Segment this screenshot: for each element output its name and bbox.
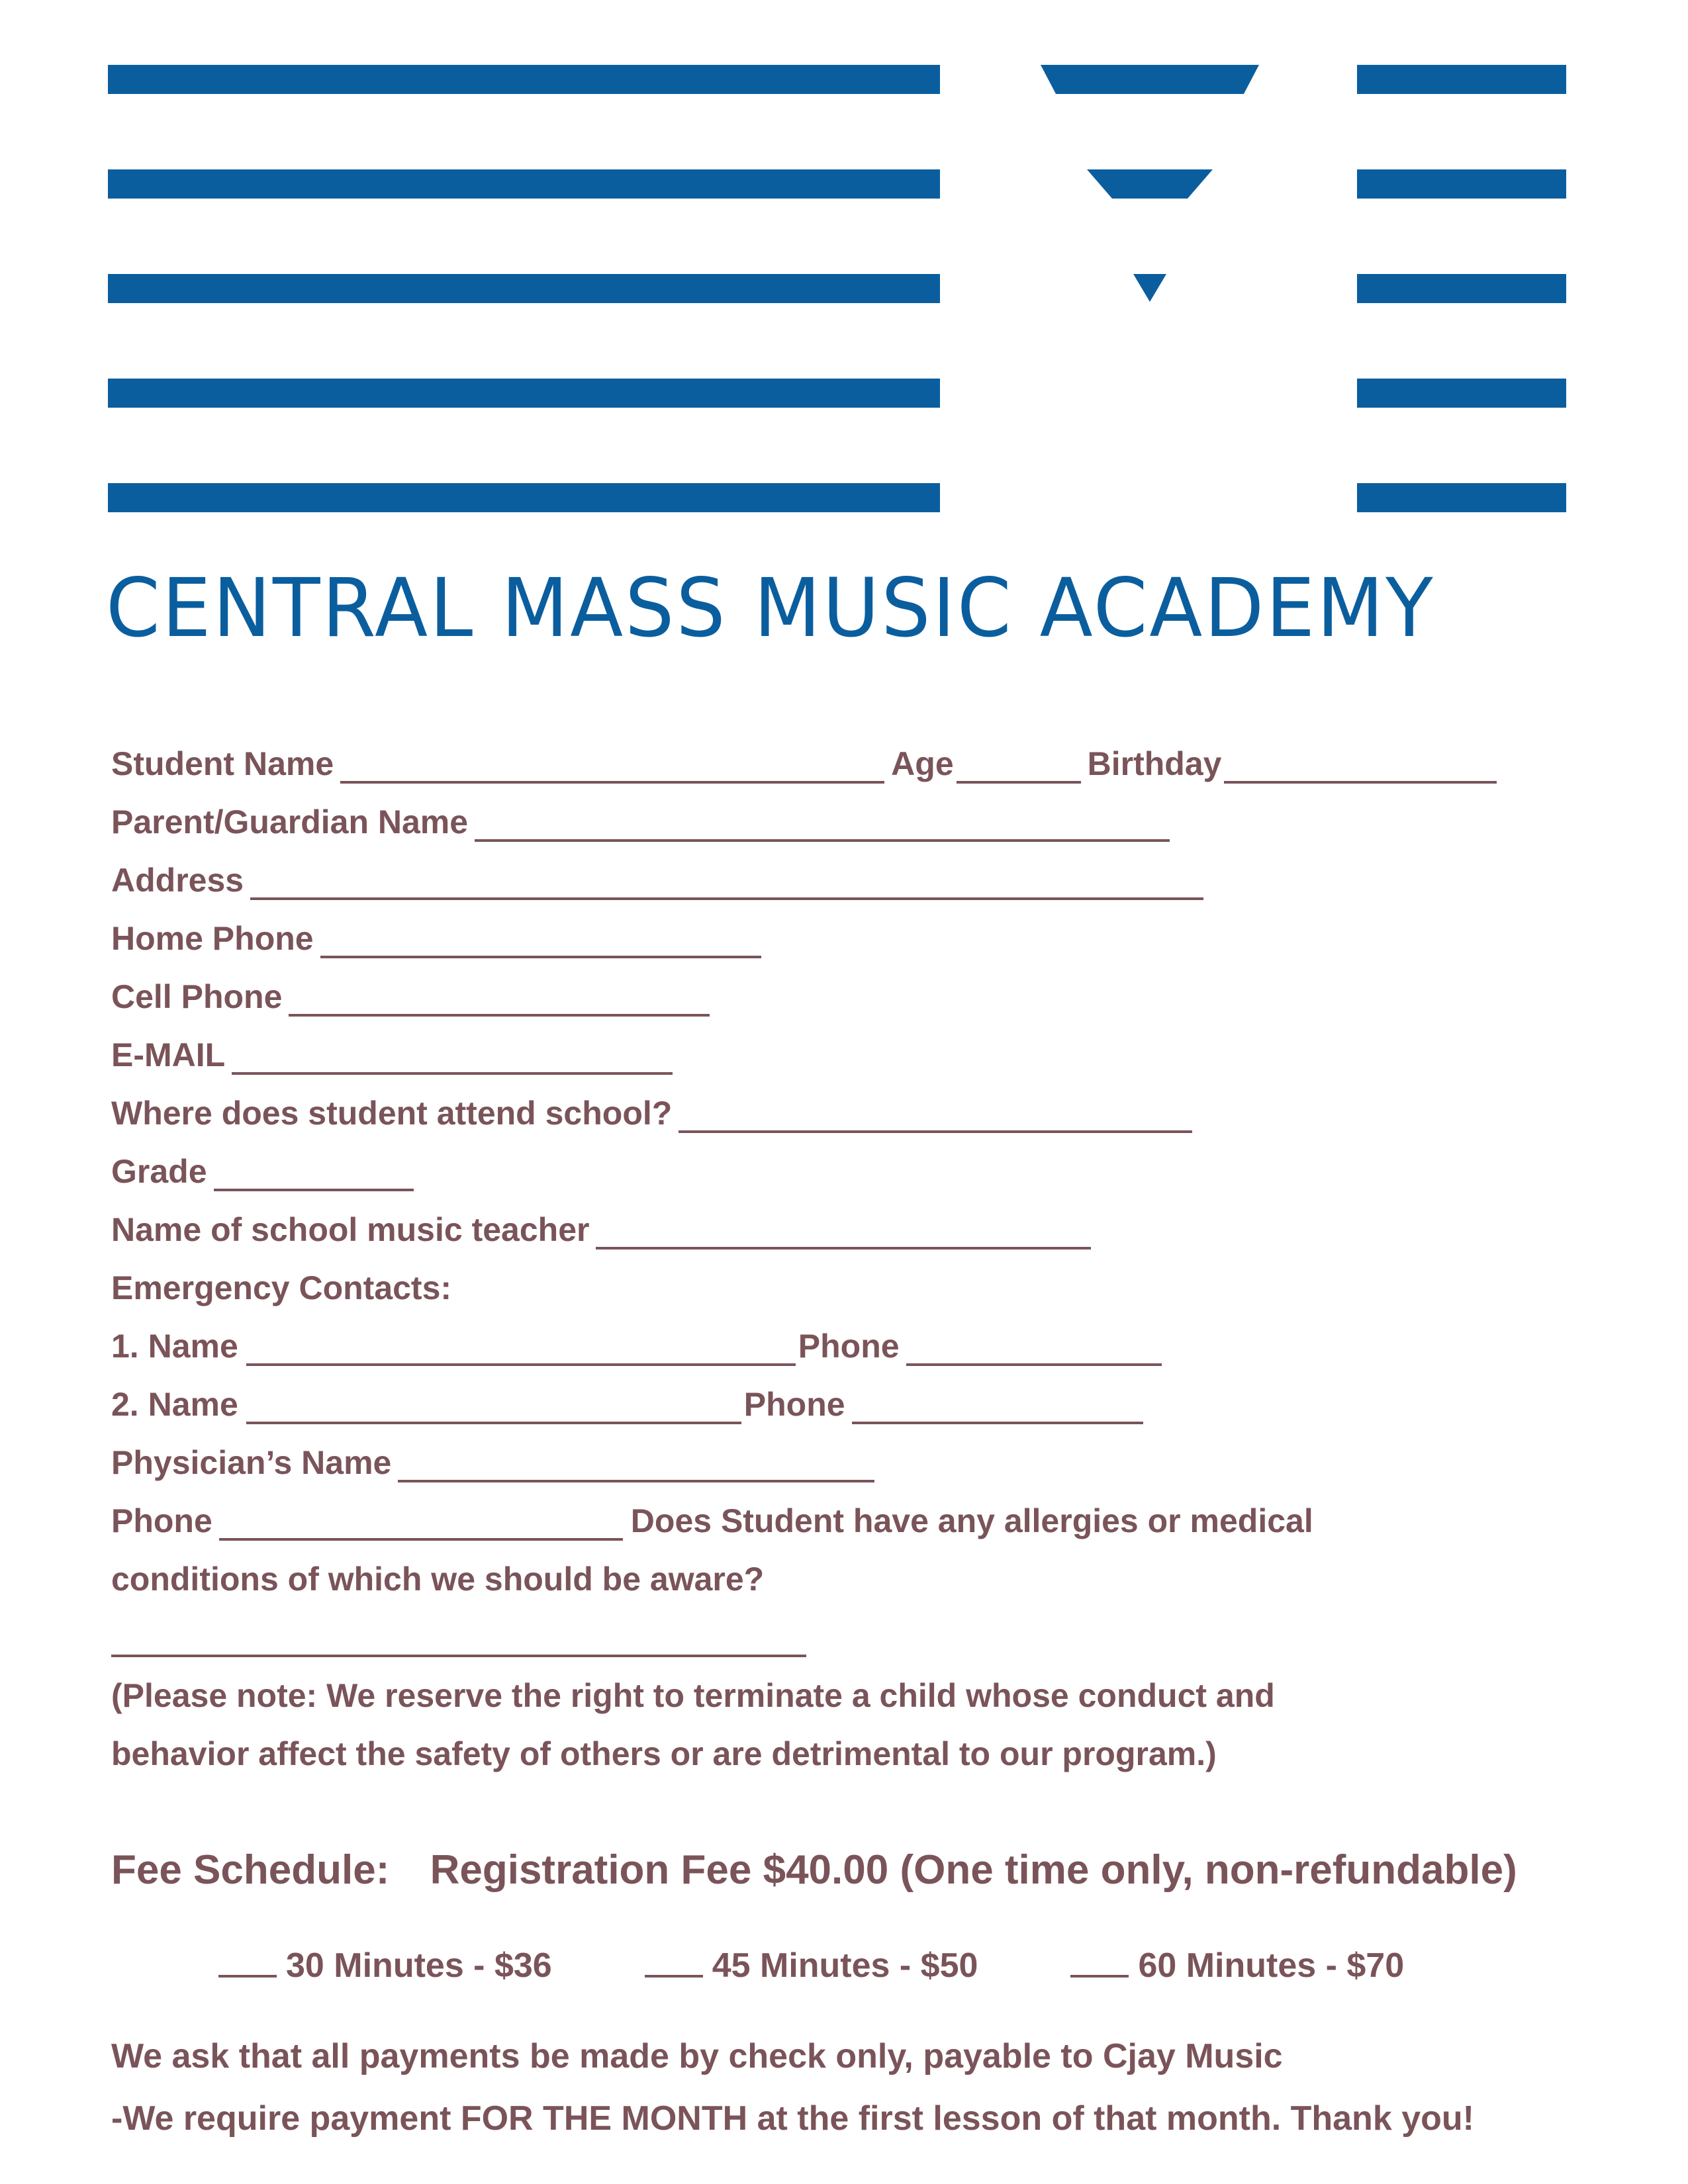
cell-phone-row — [111, 968, 1607, 1026]
age-label: Age — [891, 745, 954, 782]
lesson-option-checkbox[interactable] — [218, 1948, 277, 1978]
payment-terms — [111, 2025, 1607, 2150]
parent-row — [111, 793, 1607, 851]
contact1-name-label: 1. Name — [111, 1328, 238, 1365]
contact1-row — [111, 1317, 1607, 1375]
logo-wedge — [1041, 65, 1259, 94]
contact2-phone-field[interactable] — [852, 1382, 1143, 1424]
home-phone-label: Home Phone — [111, 920, 314, 957]
address-label: Address — [111, 862, 244, 899]
school-field[interactable] — [679, 1091, 1192, 1133]
lesson-option — [1070, 1946, 1404, 1985]
logo-bar — [108, 483, 940, 512]
parent-name-label: Parent/Guardian Name — [111, 803, 469, 841]
payment-terms-line1: We ask that all payments be made by check only, payable to Cjay Music — [111, 2037, 1283, 2075]
logo-wedge — [1133, 274, 1166, 302]
music-teacher-row — [111, 1201, 1607, 1259]
age-field[interactable] — [957, 741, 1081, 784]
logo-bar — [1357, 379, 1566, 408]
student-row — [111, 735, 1607, 793]
lesson-option-checkbox[interactable] — [645, 1948, 703, 1978]
logo-bar — [1357, 169, 1566, 199]
cell-phone-field[interactable] — [289, 974, 710, 1017]
grade-row — [111, 1142, 1607, 1201]
logo-bar — [108, 65, 940, 94]
cell-phone-label: Cell Phone — [111, 978, 283, 1015]
lesson-option-label: 45 Minutes - $50 — [712, 1946, 978, 1985]
school-row — [111, 1084, 1607, 1142]
home-phone-field[interactable] — [320, 916, 761, 958]
logo-bar — [1357, 65, 1566, 94]
birthday-label: Birthday — [1087, 745, 1222, 782]
logo-bar — [108, 379, 940, 408]
lesson-option-checkbox[interactable] — [1070, 1948, 1129, 1978]
lesson-options — [218, 1946, 1542, 1985]
registration-form — [111, 735, 1607, 1783]
academy-name: CENTRAL MASS MUSIC ACADEMY — [106, 561, 1435, 655]
physician-phone-label: Phone — [111, 1502, 212, 1539]
physician-label: Physician’s Name — [111, 1444, 392, 1481]
parent-name-field[interactable] — [475, 799, 1170, 842]
lesson-option — [218, 1946, 552, 1985]
contact2-name-field[interactable] — [246, 1382, 741, 1424]
allergies-field[interactable] — [111, 1615, 806, 1657]
policy-note-line2: behavior affect the safety of others or are detrimental to our program.) — [111, 1735, 1217, 1772]
student-name-label: Student Name — [111, 745, 334, 782]
contact1-phone-field[interactable] — [906, 1324, 1162, 1366]
lesson-option — [645, 1946, 978, 1985]
physician-row — [111, 1433, 1607, 1492]
emergency-heading-row — [111, 1259, 1607, 1317]
contact2-row — [111, 1375, 1607, 1433]
email-label: E-MAIL — [111, 1036, 226, 1073]
student-name-field[interactable] — [340, 741, 884, 784]
allergies-answer-row — [111, 1608, 1607, 1666]
physician-phone-field[interactable] — [219, 1498, 623, 1541]
physician-field[interactable] — [398, 1440, 874, 1482]
address-row — [111, 851, 1607, 909]
allergies-question-line2: conditions of which we should be aware? — [111, 1561, 765, 1598]
logo-bar — [1357, 483, 1566, 512]
registration-fee: Registration Fee $40.00 (One time only, non-refundable) — [430, 1847, 1517, 1893]
logo-bar — [1357, 274, 1566, 303]
policy-note-line1: (Please note: We reserve the right to terminate a child whose conduct and — [111, 1677, 1275, 1714]
contact2-name-label: 2. Name — [111, 1386, 238, 1423]
contact1-name-field[interactable] — [246, 1324, 796, 1366]
lesson-option-label: 30 Minutes - $36 — [286, 1946, 552, 1985]
logo-bar — [108, 169, 940, 199]
music-teacher-label: Name of school music teacher — [111, 1211, 590, 1248]
logo-bar — [108, 274, 940, 303]
address-field[interactable] — [250, 858, 1203, 900]
fee-schedule-label: Fee Schedule: — [111, 1847, 390, 1893]
lesson-option-label: 60 Minutes - $70 — [1138, 1946, 1405, 1985]
allergies-question-line1: Does Student have any allergies or medical — [630, 1502, 1313, 1539]
payment-terms-line2: -We require payment FOR THE MONTH at the first lesson of that month. Thank you! — [111, 2099, 1474, 2138]
grade-label: Grade — [111, 1153, 207, 1190]
grade-field[interactable] — [214, 1149, 414, 1191]
music-teacher-field[interactable] — [596, 1207, 1091, 1250]
physician-phone-row — [111, 1492, 1607, 1550]
emergency-heading: Emergency Contacts: — [111, 1269, 452, 1306]
fee-schedule — [111, 1846, 1607, 1893]
logo-wedge — [1087, 169, 1213, 199]
allergies-row — [111, 1550, 1607, 1608]
school-label: Where does student attend school? — [111, 1095, 673, 1132]
email-field[interactable] — [232, 1032, 673, 1075]
email-row — [111, 1026, 1607, 1084]
birthday-field[interactable] — [1224, 741, 1497, 784]
contact2-phone-label: Phone — [743, 1386, 845, 1423]
home-phone-row — [111, 909, 1607, 968]
contact1-phone-label: Phone — [798, 1328, 900, 1365]
